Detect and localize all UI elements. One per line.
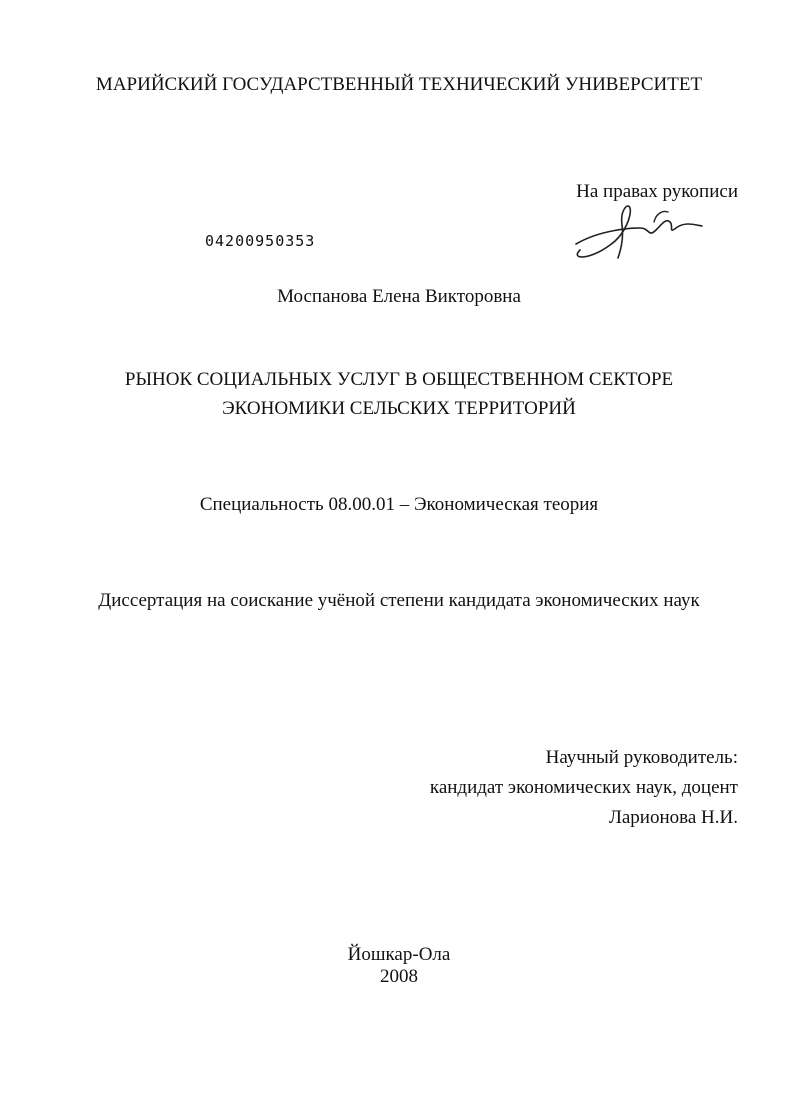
footer-city: Йошкар-Ола <box>347 944 451 965</box>
footer-year: 2008 <box>380 966 418 987</box>
handwritten-signature <box>570 200 710 265</box>
stamp-code: 04200950353 <box>205 232 316 250</box>
rights-label: На правах рукописи <box>576 181 738 202</box>
title-line-2: ЭКОНОМИКИ СЕЛЬСКИХ ТЕРРИТОРИЙ <box>222 398 576 419</box>
supervisor-label: Научный руководитель: <box>545 747 738 768</box>
supervisor-rank: кандидат экономических наук, доцент <box>429 777 738 798</box>
title-line-1: РЫНОК СОЦИАЛЬНЫХ УСЛУГ В ОБЩЕСТВЕННОМ СЕКТОРЕ <box>124 369 674 390</box>
author-name: Моспанова Елена Викторовна <box>277 286 521 307</box>
university-header: МАРИЙСКИЙ ГОСУДАРСТВЕННЫЙ ТЕХНИЧЕСКИЙ УНИВЕРСИТЕТ <box>95 74 703 95</box>
supervisor-name: Ларионова Н.И. <box>608 807 738 828</box>
degree-text: Диссертация на соискание учёной степени кандидата экономических наук <box>98 590 700 611</box>
specialty-text: Специальность 08.00.01 – Экономическая теория <box>199 494 599 515</box>
